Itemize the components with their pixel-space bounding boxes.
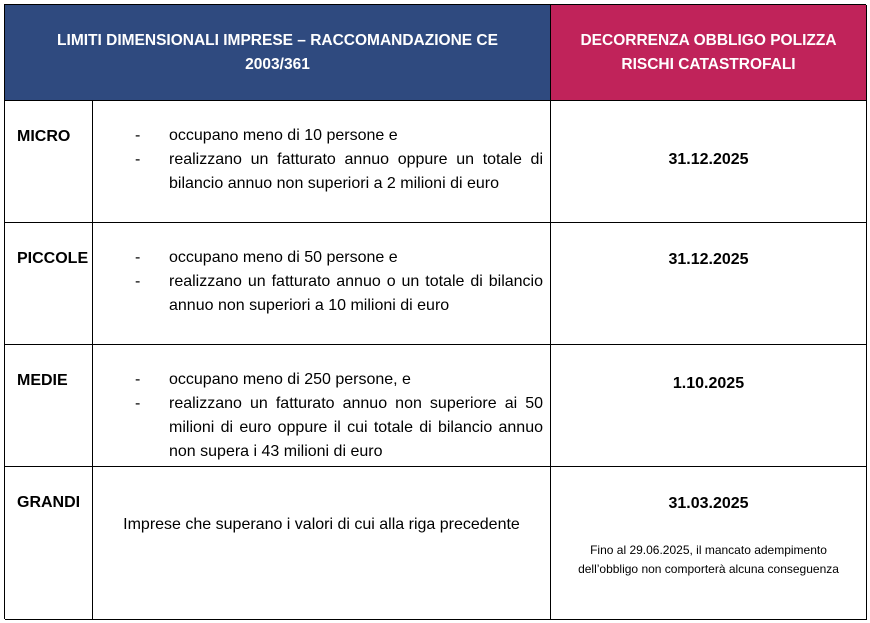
date-cell-micro bbox=[551, 101, 867, 223]
header-policy-start bbox=[551, 5, 867, 101]
criteria-piccole bbox=[93, 223, 551, 345]
date-medie: 1.10.2025 bbox=[672, 375, 745, 392]
criteria-grandi bbox=[93, 467, 551, 620]
date-cell-medie bbox=[551, 345, 867, 467]
row-label-medie: MEDIE bbox=[5, 345, 93, 467]
criteria-item: - realizzano un fatturato annuo oppure un totale di bilancio annuo non superiori a 2 milioni di euro bbox=[93, 148, 543, 196]
date-cell-grandi bbox=[551, 467, 867, 620]
criteria-item: - realizzano un fatturato annuo non superiore ai 50 milioni di euro oppure il cui totale di bilancio annuo non supera i 43 milioni di euro bbox=[93, 392, 543, 464]
row-label-piccole: PICCOLE bbox=[5, 223, 93, 345]
header-size-limits-text: LIMITI DIMENSIONALI IMPRESE – RACCOMANDAZIONE CE 2003/361 bbox=[57, 31, 498, 73]
grandi-note: Fino al 29.06.2025, il mancato adempimento dell’obbligo non comporterà alcuna conseguenza bbox=[578, 543, 839, 576]
row-label-micro: MICRO bbox=[5, 101, 93, 223]
header-size-limits bbox=[5, 5, 551, 101]
criteria-micro bbox=[93, 101, 551, 223]
criteria-item: - occupano meno di 250 persone, e bbox=[93, 368, 543, 392]
criteria-medie bbox=[93, 345, 551, 467]
header-policy-start-text: DECORRENZA OBBLIGO POLIZZA RISCHI CATASTROFALI bbox=[580, 31, 837, 73]
date-cell-piccole bbox=[551, 223, 867, 345]
date-micro: 31.12.2025 bbox=[668, 151, 749, 168]
date-grandi: 31.03.2025 bbox=[668, 495, 749, 512]
criteria-grandi-text: Imprese che superano i valori di cui alla riga precedente bbox=[123, 516, 520, 533]
criteria-item: - realizzano un fatturato annuo o un totale di bilancio annuo non superiori a 10 milioni di euro bbox=[93, 270, 543, 318]
enterprise-size-table bbox=[4, 4, 866, 619]
date-piccole: 31.12.2025 bbox=[668, 251, 749, 268]
row-label-grandi: GRANDI bbox=[5, 467, 93, 620]
criteria-item: - occupano meno di 50 persone e bbox=[93, 246, 543, 270]
criteria-item: - occupano meno di 10 persone e bbox=[93, 124, 543, 148]
